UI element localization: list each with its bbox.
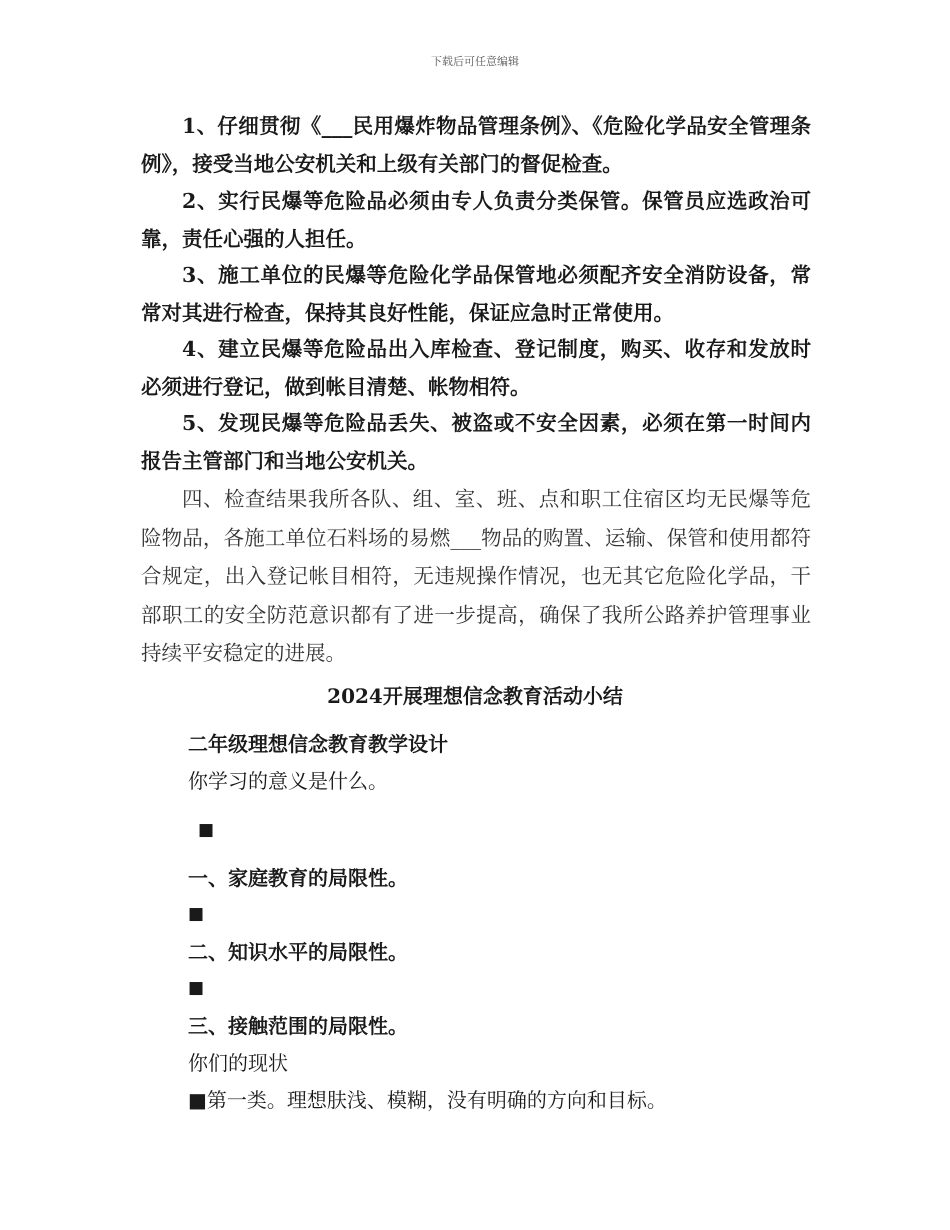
bullet-square: ■ — [188, 978, 205, 998]
header-note: 下载后可任意编辑 — [431, 55, 519, 68]
limit-item-1: 一、家庭教育的局限性。 — [188, 866, 408, 890]
paragraph-result: 四、检查结果我所各队、组、室、班、点和职工住宿区均无民爆等危险物品，各施工单位石料场的易燃___物品的购置、运输、保管和使用都符合规定，出入登记帐目相符，无违规操作情况，也无其它危险化学品，干部职工的安全防范意识都有了进一步提高，确保了我所公路养护管理事业持续平安稳定的进展。 — [141, 487, 811, 665]
status-heading: 你们的现状 — [188, 1051, 288, 1075]
section-title: 2024开展理想信念教育活动小结 — [327, 684, 623, 708]
subtitle: 二年级理想信念教育教学设计 — [188, 732, 448, 756]
paragraph-4: 4、建立民爆等危险品出入库检查、登记制度，购买、收存和发放时必须进行登记，做到帐目清楚、帐物相符。 — [141, 337, 811, 399]
bullet-square: ■ — [198, 820, 215, 840]
limit-item-2: 二、知识水平的局限性。 — [188, 940, 408, 964]
paragraph-5: 5、发现民爆等危险品丢失、被盗或不安全因素，必须在第一时间内报告主管部门和当地公安机关。 — [141, 411, 811, 473]
question-text: 你学习的意义是什么。 — [188, 769, 388, 793]
paragraph-2: 2、实行民爆等危险品必须由专人负责分类保管。保管员应选政治可靠，责任心强的人担任。 — [141, 189, 811, 251]
status-item-1: ■第一类。理想肤浅、模糊，没有明确的方向和目标。 — [188, 1088, 667, 1112]
limit-item-3: 三、接触范围的局限性。 — [188, 1014, 408, 1038]
paragraph-1: 1、仔细贯彻《___民用爆炸物品管理条例》、《危险化学品安全管理条例》，接受当地公安机关和上级有关部门的督促检查。 — [141, 114, 811, 176]
paragraph-3: 3、施工单位的民爆等危险化学品保管地必须配齐安全消防设备，常常对其进行检查，保持其良好性能，保证应急时正常使用。 — [141, 263, 811, 325]
bullet-square: ■ — [188, 904, 205, 924]
